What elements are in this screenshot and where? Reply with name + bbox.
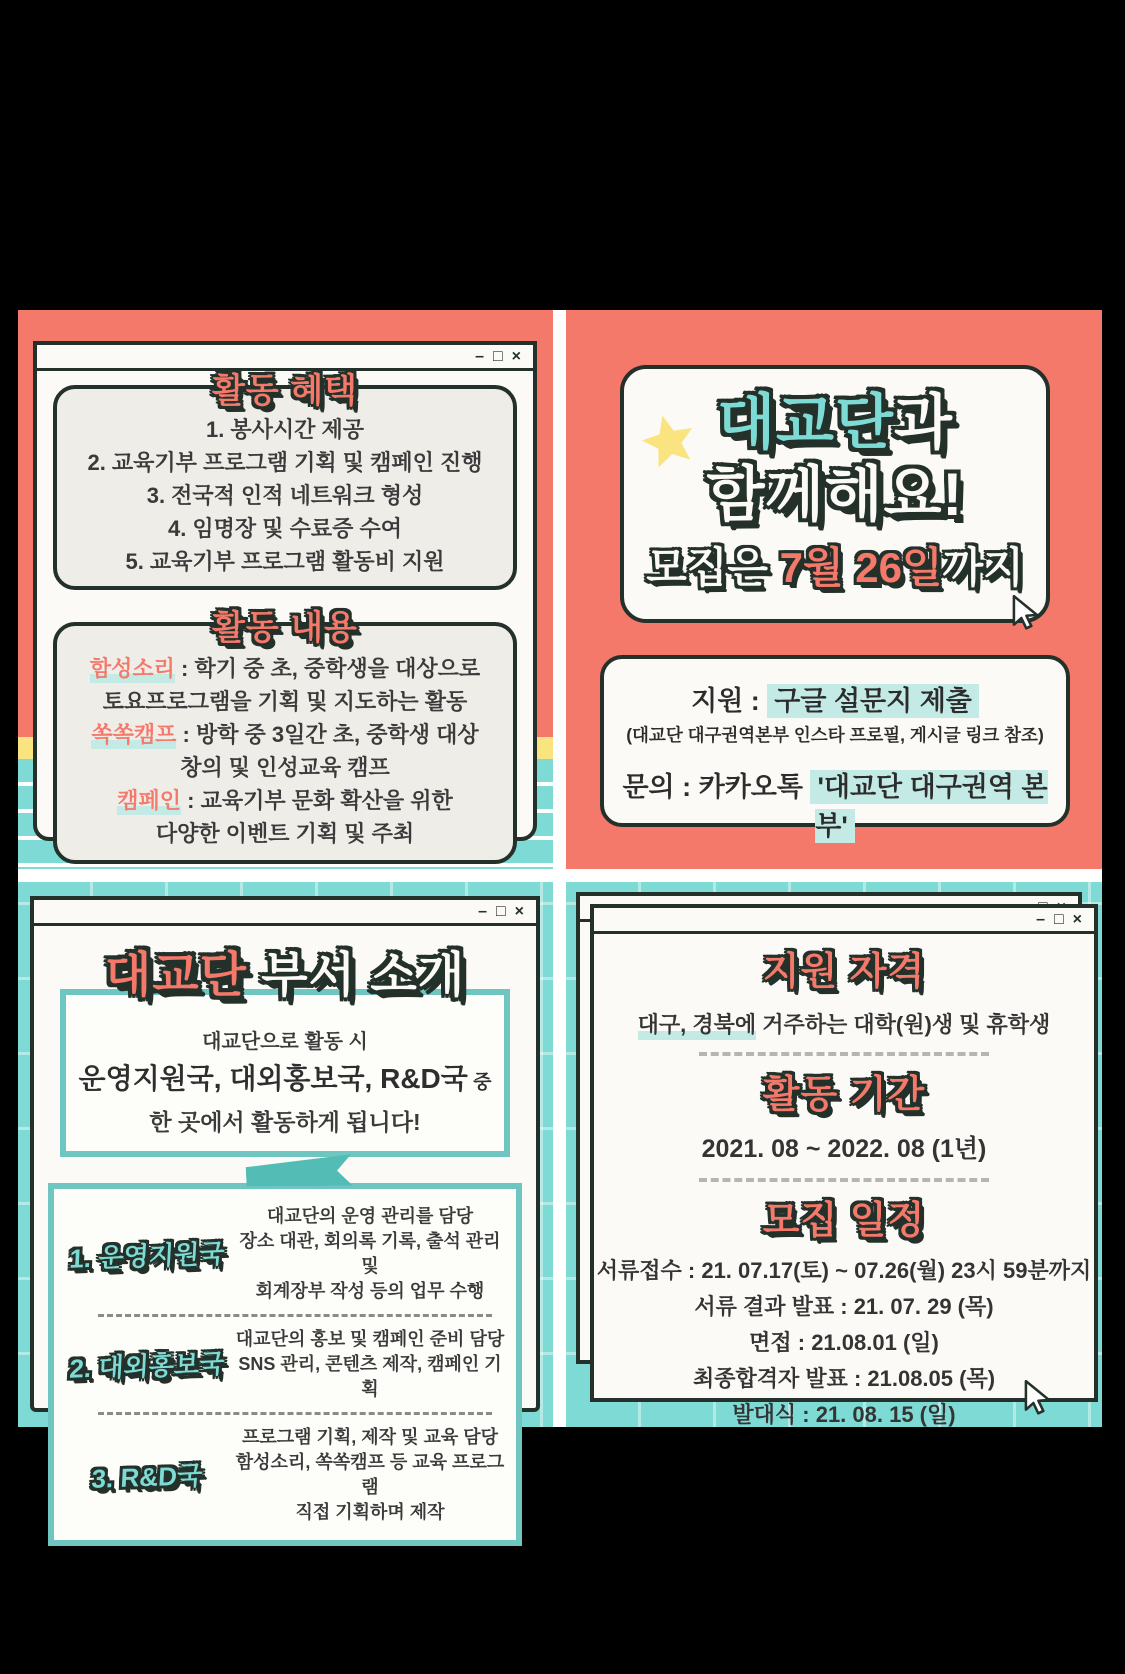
dashed-divider	[98, 1314, 492, 1317]
contact-channel: '대교단 대구권역 본부'	[810, 770, 1047, 843]
benefit-item: 4. 임명장 및 수료증 수여	[167, 516, 403, 541]
apply-line	[604, 679, 1066, 718]
content-item-line	[59, 784, 511, 817]
cursor-icon	[1018, 1378, 1056, 1416]
contents-title: 활동 내용	[212, 609, 358, 647]
intro-suffix: 중	[467, 1072, 492, 1093]
minimize-icon: –	[475, 347, 484, 365]
department-row	[62, 1320, 508, 1409]
intro-line2	[70, 1057, 500, 1105]
dashed-divider	[98, 1412, 492, 1415]
region-highlight: 대구, 경북에	[638, 1012, 757, 1040]
deadline-date: 7월 26일	[779, 544, 943, 591]
benefit-item: 2. 교육기부 프로그램 기획 및 캠페인 진행	[87, 450, 483, 475]
window-body	[37, 372, 533, 864]
schedule-line: 면접 : 21.08.01 (일)	[749, 1330, 939, 1355]
deadline-post: 까지	[942, 544, 1024, 591]
qualification-line	[594, 1008, 1094, 1039]
window-departments	[30, 896, 540, 1522]
desc-line: 회계장부 작성 등의 업무 수행	[255, 1281, 485, 1301]
benefit-item: 3. 전국적 인적 네트워크 형성	[146, 483, 424, 508]
cursor-icon	[1006, 593, 1044, 631]
close-icon: ×	[514, 902, 524, 920]
close-icon: ×	[1072, 910, 1082, 928]
panel-headline	[566, 310, 1102, 869]
desc-line: 함성소리, 쏙쏙캠프 등 교육 프로그램	[235, 1452, 505, 1497]
window-activity	[33, 341, 537, 846]
program-keyword: 쏙쏙캠프	[91, 722, 177, 747]
window-controls	[478, 904, 524, 920]
panel-activity-info	[18, 310, 553, 869]
maximize-icon: □	[495, 902, 506, 920]
close-icon: ×	[511, 347, 521, 365]
departments-title	[34, 936, 536, 1005]
window-schedule	[590, 904, 1098, 1427]
window-titlebar	[594, 908, 1094, 934]
benefits-box	[53, 372, 517, 590]
schedule-line: 발대식 : 21. 08. 15 (일)	[732, 1402, 956, 1427]
department-names-highlight: 운영지원국, 대외홍보국, R&D국	[79, 1057, 468, 1101]
schedule-title: 모집 일정	[762, 1200, 926, 1242]
minimize-icon: –	[1036, 910, 1045, 928]
deadline-line	[624, 539, 1046, 597]
content-item-line	[59, 652, 511, 685]
window-body	[34, 936, 536, 1546]
apply-method: 구글 설문지 제출	[767, 684, 979, 718]
headline-brand: 대교단	[717, 389, 894, 456]
desc-line: 장소 대관, 회의록 기록, 출석 관리 및	[239, 1231, 501, 1276]
panel-grid-backing	[18, 310, 1102, 1522]
intro-line1: 대교단으로 활동 시	[202, 1031, 368, 1053]
schedule-line: 서류 결과 발표 : 21. 07. 29 (목)	[694, 1294, 994, 1319]
program-keyword: 캠페인	[117, 788, 182, 813]
benefit-item: 1. 봉사시간 제공	[205, 417, 365, 442]
contents-box	[53, 609, 517, 864]
schedule-line: 서류접수 : 21. 07.17(토) ~ 07.26(월) 23시 59분까지	[596, 1258, 1092, 1283]
program-keyword: 함성소리	[89, 656, 175, 681]
department-row	[62, 1197, 508, 1311]
program-text: : 방학 중 3일간 초, 중학생 대상	[176, 722, 479, 747]
departments-list-box	[48, 1183, 522, 1546]
department-row	[62, 1418, 508, 1532]
headline-line2: 함께해요!	[706, 461, 964, 528]
contact-label: 문의 : 카카오톡	[622, 772, 811, 802]
dashed-divider	[699, 1178, 989, 1182]
qualification-title: 지원 자격	[762, 951, 926, 993]
apply-label: 지원 :	[691, 686, 768, 716]
window-titlebar	[34, 900, 536, 926]
content-item-line: 다양한 이벤트 기획 및 주최	[155, 821, 415, 846]
program-text: : 교육기부 문화 확산을 위한	[181, 788, 453, 813]
headline-card	[620, 365, 1050, 623]
schedule-line: 최종합격자 발표 : 21.08.05 (목)	[692, 1366, 996, 1391]
qualification-rest: 거주하는 대학(원)생 및 휴학생	[756, 1012, 1051, 1037]
apply-info-card	[600, 655, 1070, 841]
window-controls	[1036, 912, 1082, 928]
department-desc	[232, 1327, 508, 1402]
period-title: 활동 기간	[762, 1074, 926, 1116]
desc-line: 대교단의 홍보 및 캠페인 준비 담당	[235, 1329, 505, 1349]
headline-line1-rest: 과	[893, 389, 953, 456]
benefits-title: 활동 혜택	[212, 372, 358, 410]
desc-line: SNS 관리, 콘텐츠 제작, 캠페인 기획	[238, 1354, 502, 1399]
panel-recruit-schedule	[566, 882, 1102, 1427]
apply-note: (대교단 대구권역본부 인스타 프로필, 게시글 링크 참조)	[626, 725, 1044, 745]
content-item-line: 창의 및 인성교육 캠프	[180, 755, 390, 780]
department-label: 2. 대외홍보국	[68, 1348, 226, 1384]
dashed-divider	[699, 1052, 989, 1056]
maximize-icon: □	[1053, 910, 1064, 928]
window-body	[594, 934, 1094, 1433]
department-desc	[232, 1204, 508, 1304]
benefit-item: 5. 교육기부 프로그램 활동비 지원	[125, 549, 445, 574]
contact-line	[604, 765, 1066, 843]
content-item-line	[59, 718, 511, 751]
departments-title-rest: 부서 소개	[246, 949, 466, 1002]
departments-intro-box	[60, 989, 510, 1157]
intro-line3: 한 곳에서 활동하게 됩니다!	[149, 1109, 421, 1135]
maximize-icon: □	[492, 347, 503, 365]
period-line: 2021. 08 ~ 2022. 08 (1년)	[701, 1135, 987, 1163]
program-text: : 학기 중 초, 중학생을 대상으로	[174, 656, 481, 681]
department-label: 3. R&D국	[90, 1459, 204, 1494]
department-desc	[232, 1425, 508, 1525]
content-item-line: 토요프로그램을 기획 및 지도하는 활동	[102, 689, 468, 714]
departments-title-brand: 대교단	[104, 949, 247, 1002]
minimize-icon: –	[478, 902, 487, 920]
deadline-pre: 모집은	[646, 544, 780, 591]
department-label: 1. 운영지원국	[68, 1237, 226, 1274]
desc-line: 직접 기획하며 제작	[295, 1502, 445, 1522]
desc-line: 대교단의 운영 관리를 담당	[266, 1206, 474, 1226]
panel-departments	[18, 882, 553, 1522]
desc-line: 프로그램 기획, 제작 및 교육 담당	[241, 1427, 499, 1447]
